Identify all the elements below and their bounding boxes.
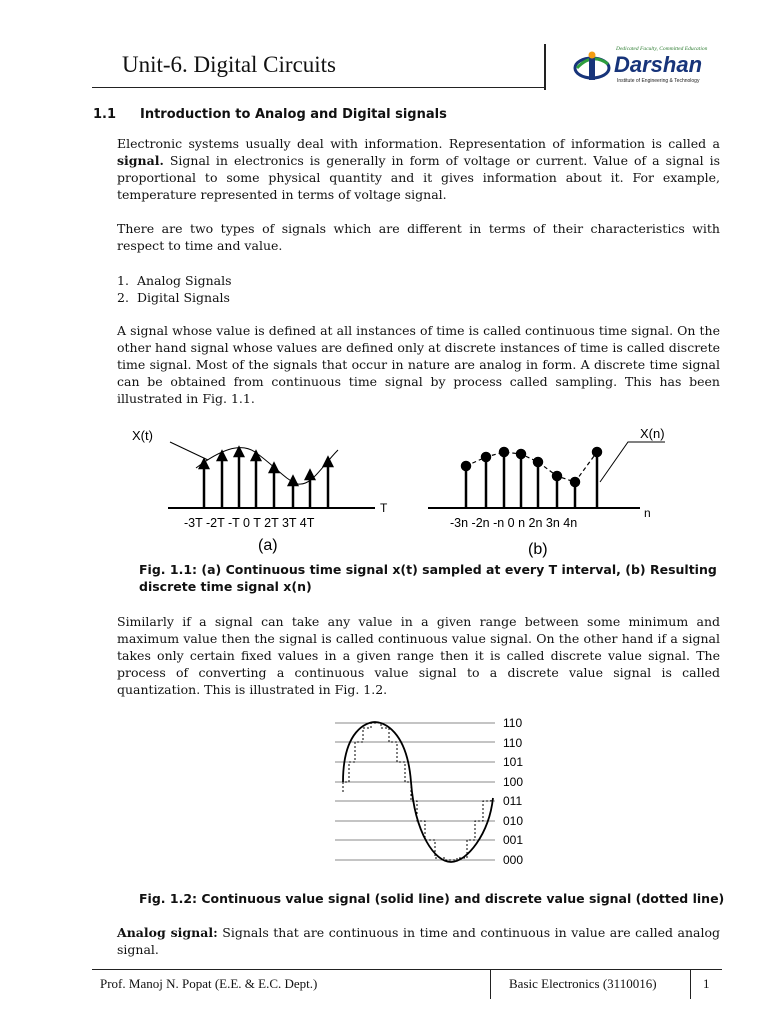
paragraph-types: There are two types of signals which are different in terms of their characteristics with respect to time and value.: [117, 221, 720, 253]
analog-signal-term: Analog signal:: [117, 925, 218, 940]
figure-1-2: [325, 710, 535, 870]
footer-rule: [92, 969, 722, 970]
p1-text-a: Electronic systems usually deal with information. Representation of information is called a: [117, 136, 720, 151]
analog-signal-text: Signals that are continuous in time and continuous in value are called analog signal.: [117, 925, 721, 957]
fig-b-ticks: -3n -2n -n 0 n 2n 3n 4n: [450, 516, 578, 530]
header-divider: [544, 44, 546, 90]
fig-1-1b: [428, 426, 665, 558]
p1-bold-term: signal.: [117, 153, 164, 168]
list-item: 2. Digital Signals: [117, 290, 230, 305]
fig-a-sublabel: (a): [258, 537, 278, 554]
section-number: 1.1: [93, 107, 117, 122]
level-label: 001: [503, 833, 524, 847]
fig-1-2-caption: Fig. 1.2: Continuous value signal (solid line) and discrete value signal (dotted line): [139, 891, 725, 906]
level-label: 110: [503, 716, 523, 730]
level-label: 101: [503, 755, 524, 769]
level-label: 100: [503, 775, 524, 789]
logo-tagline: Dedicated Faculty, Committed Education: [616, 46, 708, 52]
fig-1-1-caption: Fig. 1.1: (a) Continuous time signal x(t) sampled at every T interval, (b) Resulting discrete time signal x(n): [139, 562, 717, 594]
fig-b-xlabel: n: [644, 506, 651, 520]
footer-divider: [490, 969, 491, 999]
fig-a-ticks: -3T -2T -T 0 T 2T 3T 4T: [184, 516, 315, 530]
fig-1-1a: [132, 428, 388, 554]
logo-name: Darshan: [614, 52, 703, 77]
section-title: Introduction to Analog and Digital signals: [140, 107, 447, 122]
paragraph-intro: [117, 135, 720, 203]
level-label: 000: [503, 853, 524, 867]
footer-author: Prof. Manoj N. Popat (E.E. & E.C. Dept.): [100, 976, 318, 991]
logo-emblem-icon: [572, 46, 616, 88]
fig-a-xlabel: T: [380, 501, 388, 515]
signal-types-list: [117, 272, 232, 306]
logo-subtitle: Institute of Engineering & Technology: [617, 78, 700, 84]
p1-text-b: Signal in electronics is generally in form of voltage or current. Value of a signal is proportional to some physical quantity and it gives information about it. For example, temperature represented in terms of voltage signal.: [117, 153, 720, 202]
paragraph-analog-def: [117, 924, 720, 958]
page-number: 1: [703, 976, 710, 991]
footer-course: Basic Electronics (3110016): [509, 976, 657, 991]
list-item: 1. Analog Signals: [117, 273, 232, 288]
fig-b-ylabel: X(n): [640, 426, 665, 441]
header-rule: [92, 87, 546, 88]
level-label: 011: [503, 794, 523, 808]
level-label: 010: [503, 814, 524, 828]
fig-b-sublabel: (b): [528, 541, 548, 558]
level-label: 110: [503, 736, 523, 750]
unit-title: Unit-6. Digital Circuits: [122, 52, 337, 77]
footer-divider: [690, 969, 691, 999]
paragraph-sampling: A signal whose value is defined at all instances of time is called continuous time signal. On the other hand signal whose values are defined only at discrete instances of time is called discrete time signal. Most of the signals that occur in nature are analog in form. A discrete time signal can be obtained from continuous time signal by process called sampling. This has been illustrated in Fig. 1.1.: [117, 323, 720, 406]
fig-a-ylabel: X(t): [132, 428, 153, 443]
paragraph-quantization: Similarly if a signal can take any value in a given range between some minimum and maximum value then the signal is called continuous value signal. On the other hand if a signal takes only certain fixed values in a given range then it is called discrete value signal. The process of converting a continuous value signal to a discrete value signal is called quantization. This is illustrated in Fig. 1.2.: [117, 614, 720, 697]
figure-1-1: [130, 420, 670, 560]
darshan-logo: [572, 46, 722, 88]
